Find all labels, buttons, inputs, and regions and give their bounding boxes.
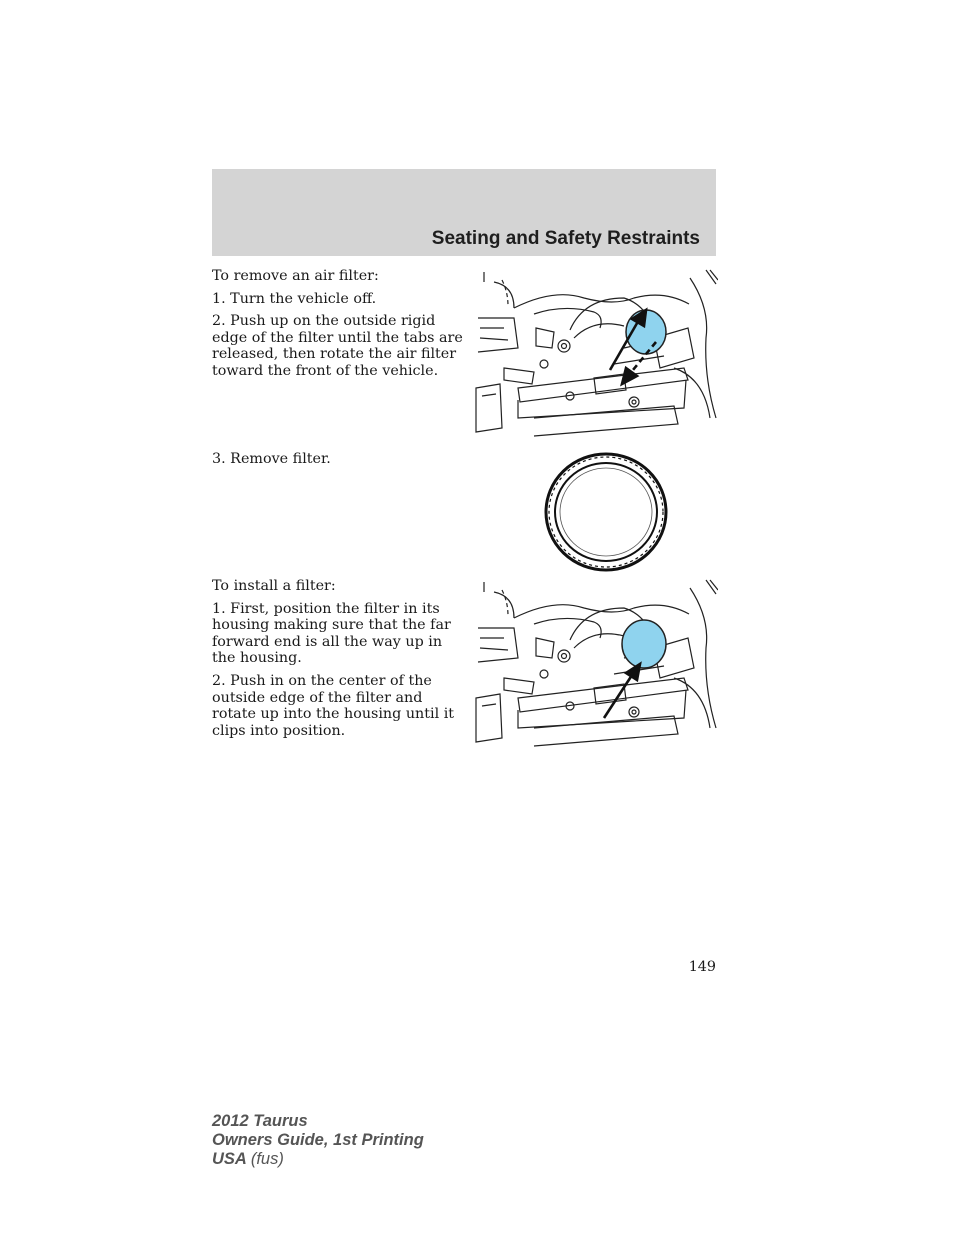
- removal-step-1: 1. Turn the vehicle off.: [212, 290, 377, 307]
- page-number: 149: [688, 959, 716, 975]
- removal-step-3-block: [212, 451, 466, 474]
- footer-region: USA: [212, 1150, 247, 1168]
- footer: [212, 1112, 424, 1169]
- removal-step-2: 2. Push up on the outside rigid edge of the filter until the tabs are released, then rotate the air filter toward the front of the vehicle.: [212, 313, 463, 379]
- removal-step-3: 3. Remove filter.: [212, 451, 331, 467]
- install-step-2: 2. Push in on the center of the outside edge of the filter and rotate up into the housing until it clips into position.: [212, 672, 455, 739]
- footer-guide: Owners Guide, 1st Printing: [212, 1131, 424, 1149]
- filter-removal-illustration: [474, 268, 718, 438]
- footer-model: 2012 Taurus: [212, 1112, 308, 1130]
- section-title: Seating and Safety Restraints: [431, 228, 700, 249]
- removal-intro: To remove an air filter:: [212, 268, 379, 284]
- footer-region-line: [212, 1150, 424, 1169]
- install-step-1: 1. First, position the filter in its housing making sure that the far forward end is all the way up in the housing.: [212, 600, 451, 667]
- section-header-band: [212, 169, 716, 256]
- removal-instructions: [212, 268, 466, 386]
- air-filter-illustration: [540, 450, 672, 574]
- filter-install-illustration: [474, 578, 718, 748]
- install-intro: To install a filter:: [212, 578, 336, 594]
- filter-highlight: [622, 620, 666, 668]
- footer-region-code: (fus): [250, 1150, 284, 1168]
- install-instructions: [212, 578, 466, 745]
